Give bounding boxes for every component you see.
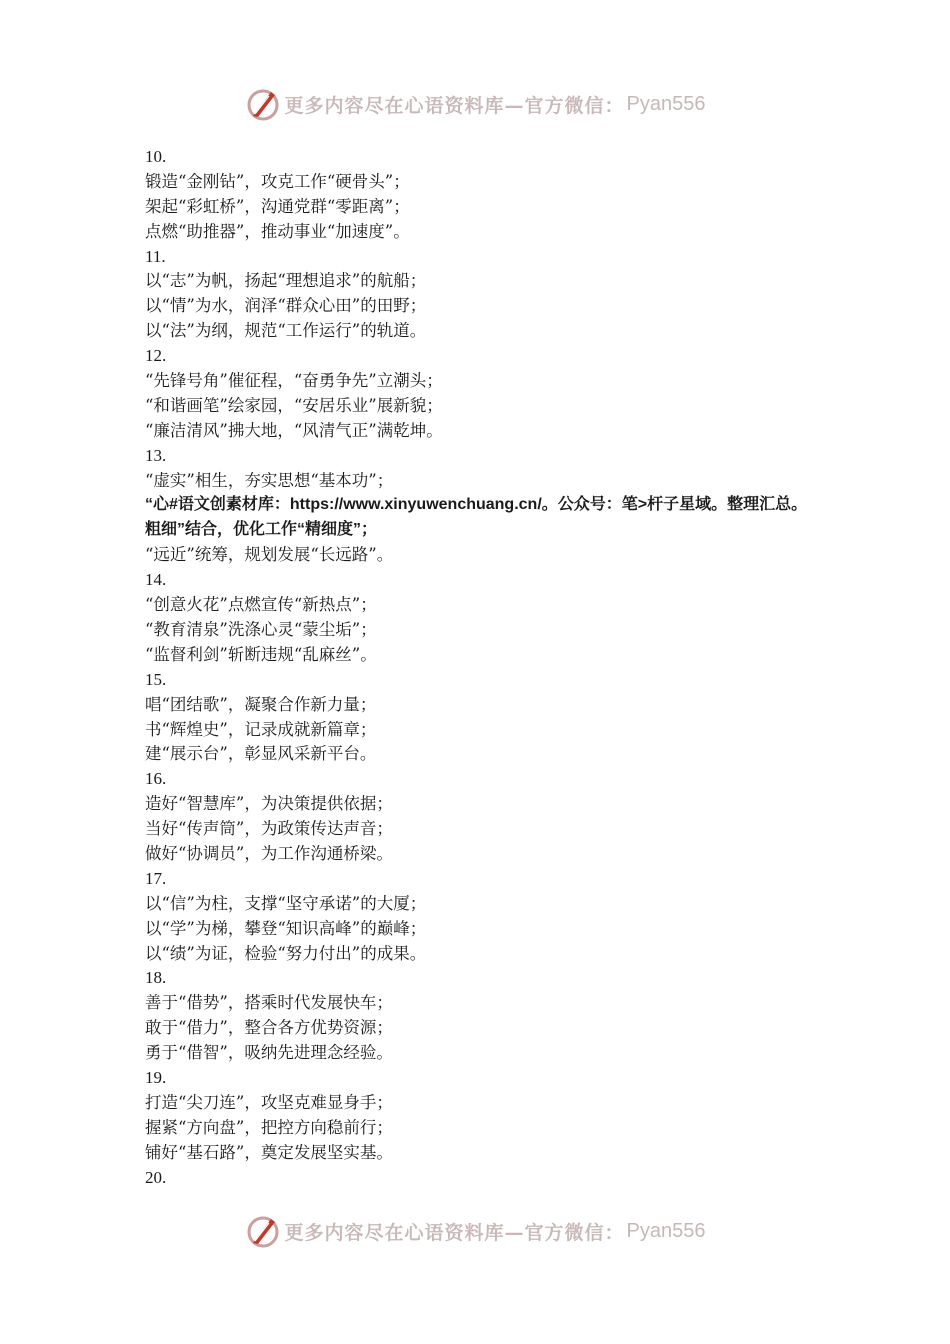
- text-line: 以“学”为梯，攀登“知识高峰”的巅峰；: [145, 918, 427, 938]
- text-line: 当好“传声筒”，为政策传达声音；: [145, 819, 393, 839]
- banner-text: 更多内容尽在心语资料库—官方微信：: [284, 94, 625, 117]
- text-line: 铺好“基石路”，奠定发展坚实基。: [145, 1142, 393, 1162]
- text-line: 点燃“助推器”，推动事业“加速度”。: [145, 221, 410, 241]
- banner-wechat-id: Pyan556: [626, 1219, 706, 1242]
- text-line: 以“志”为帆，扬起“理想追求”的航船；: [145, 271, 427, 291]
- text-line: 敢于“借力”，整合各方优势资源；: [145, 1018, 393, 1038]
- section-number: 10.: [145, 147, 167, 166]
- text-line: “先锋号角”催征程，“奋勇争先”立潮头；: [145, 371, 443, 391]
- text-line: 架起“彩虹桥”，沟通党群“零距离”；: [145, 196, 410, 216]
- section-number: 20.: [145, 1167, 167, 1187]
- quill-pen-logo-icon: [245, 86, 281, 122]
- text-line: 善于“借势”，搭乘时代发展快车；: [145, 993, 393, 1013]
- banner-wechat-id: Pyan556: [626, 92, 706, 115]
- text-line: 以“信”为柱，支撑“坚守承诺”的大厦；: [145, 893, 427, 913]
- text-line: “教育清泉”洗涤心灵“蒙尘垢”；: [145, 619, 377, 639]
- text-line: 勇于“借智”，吸纳先进理念经验。: [145, 1043, 393, 1063]
- quill-pen-logo-icon: [245, 1213, 281, 1249]
- text-line: “廉洁清风”拂大地，“风清气正”满乾坤。: [145, 420, 443, 440]
- section-number: 16.: [145, 769, 167, 789]
- text-line: “和谐画笔”绘家园，“安居乐业”展新貌；: [145, 395, 443, 415]
- section-number: 12.: [145, 346, 167, 366]
- section-number: 15.: [145, 669, 167, 689]
- text-line: “虚实”相生，夯实思想“基本功”；: [145, 470, 394, 490]
- text-line: 书“辉煌史”，记录成就新篇章；: [145, 719, 377, 739]
- section-number: 14.: [145, 570, 167, 590]
- section-number: 13.: [145, 445, 167, 465]
- text-line: 做好“协调员”，为工作沟通桥梁。: [145, 843, 393, 863]
- text-line: 锻造“金刚钻”，攻克工作“硬骨头”；: [145, 171, 410, 191]
- document-body: [145, 145, 825, 1190]
- promo-watermark-line: “心#语文创素材库：https://www.xinyuwenchuang.cn/。公众号：笔>杆子星域。整理汇总。粗细”结合，优化工作“精细度”；: [145, 496, 808, 539]
- text-line: 唱“团结歌”，凝聚合作新力量；: [145, 694, 377, 714]
- text-line: “远近”统筹，规划发展“长远路”。: [145, 545, 394, 565]
- text-line: 以“绩”为证，检验“努力付出”的成果。: [145, 943, 427, 963]
- text-line: “监督利剑”斩断违规“乱麻丝”。: [145, 644, 377, 664]
- section-number: 11.: [145, 246, 166, 266]
- text-line: 建“展示台”，彰显风采新平台。: [145, 744, 377, 764]
- text-line: 握紧“方向盘”，把控方向稳前行；: [145, 1117, 393, 1137]
- text-line: 造好“智慧库”，为决策提供依据；: [145, 794, 393, 814]
- footer-banner: [0, 1211, 950, 1251]
- text-line: 打造“尖刀连”，攻坚克难显身手；: [145, 1092, 393, 1112]
- text-line: “创意火花”点燃宣传“新热点”；: [145, 595, 377, 615]
- text-line: 以“情”为水，润泽“群众心田”的田野；: [145, 296, 427, 316]
- text-line: 以“法”为纲，规范“工作运行”的轨道。: [145, 321, 427, 341]
- header-banner: [0, 84, 950, 124]
- section-number: 19.: [145, 1067, 167, 1087]
- banner-text: 更多内容尽在心语资料库—官方微信：: [284, 1221, 625, 1244]
- section-number: 18.: [145, 968, 167, 988]
- section-number: 17.: [145, 868, 167, 888]
